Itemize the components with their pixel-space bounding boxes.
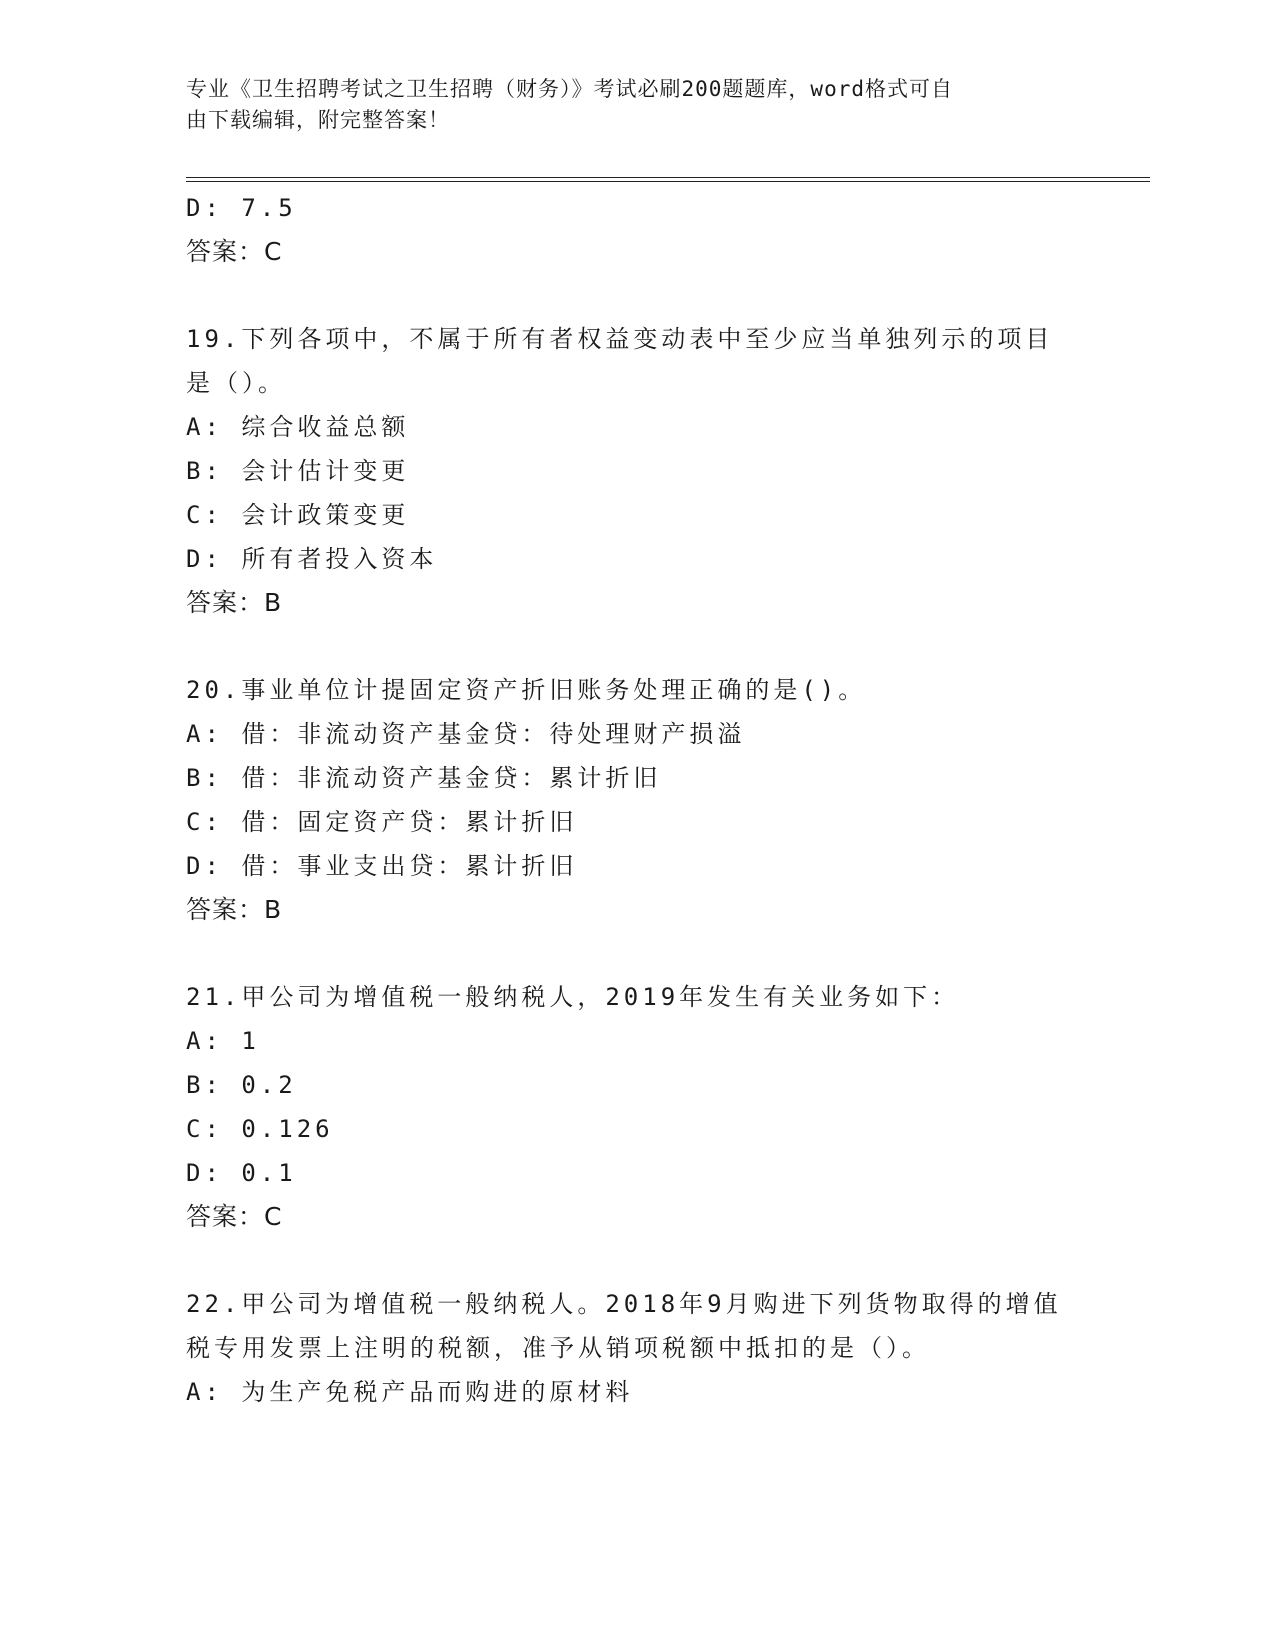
q22-option-a: A: 为生产免税产品而购进的原材料 bbox=[186, 1378, 634, 1406]
q19-option-a: A: 综合收益总额 bbox=[186, 413, 410, 441]
q20-option-d: D: 借：事业支出贷：累计折旧 bbox=[186, 852, 578, 880]
header-rule-top bbox=[186, 177, 1150, 178]
q21-option-d: D: 0.1 bbox=[186, 1159, 297, 1187]
q20-option-c: C: 借：固定资产贷：累计折旧 bbox=[186, 808, 578, 836]
header-line-2: 由下载编辑，附完整答案！ bbox=[186, 108, 450, 132]
q20-answer: 答案：B bbox=[186, 895, 283, 924]
q21-option-c: C: 0.126 bbox=[186, 1115, 334, 1143]
q19-stem-line-1: 19.下列各项中，不属于所有者权益变动表中至少应当单独列示的项目 bbox=[186, 325, 1054, 353]
q19-option-d: D: 所有者投入资本 bbox=[186, 545, 438, 573]
q19-stem-line-2: 是（）。 bbox=[186, 369, 286, 397]
q20-option-b: B: 借：非流动资产基金贷：累计折旧 bbox=[186, 764, 662, 792]
q22-stem-line-1: 22.甲公司为增值税一般纳税人。2018年9月购进下列货物取得的增值 bbox=[186, 1290, 1062, 1318]
q22-stem-line-2: 税专用发票上注明的税额，准予从销项税额中抵扣的是（）。 bbox=[186, 1334, 930, 1362]
q20-stem-line-1: 20.事业单位计提固定资产折旧账务处理正确的是()。 bbox=[186, 676, 867, 704]
q19-option-c: C: 会计政策变更 bbox=[186, 501, 410, 529]
q18-option-d: D: 7.5 bbox=[186, 194, 297, 222]
q21-option-b: B: 0.2 bbox=[186, 1071, 297, 1099]
q19-answer: 答案：B bbox=[186, 588, 283, 617]
q21-stem-line-1: 21.甲公司为增值税一般纳税人，2019年发生有关业务如下： bbox=[186, 983, 960, 1011]
header-rule-bottom bbox=[186, 181, 1150, 182]
q21-answer: 答案：C bbox=[186, 1202, 283, 1231]
header-line-1: 专业《卫生招聘考试之卫生招聘（财务）》考试必刷200题题库，word格式可自 bbox=[186, 77, 953, 101]
q21-option-a: A: 1 bbox=[186, 1027, 260, 1055]
document-header bbox=[186, 74, 1066, 136]
q19-option-b: B: 会计估计变更 bbox=[186, 457, 410, 485]
q18-answer: 答案：C bbox=[186, 237, 283, 266]
q20-option-a: A: 借：非流动资产基金贷：待处理财产损溢 bbox=[186, 720, 746, 748]
